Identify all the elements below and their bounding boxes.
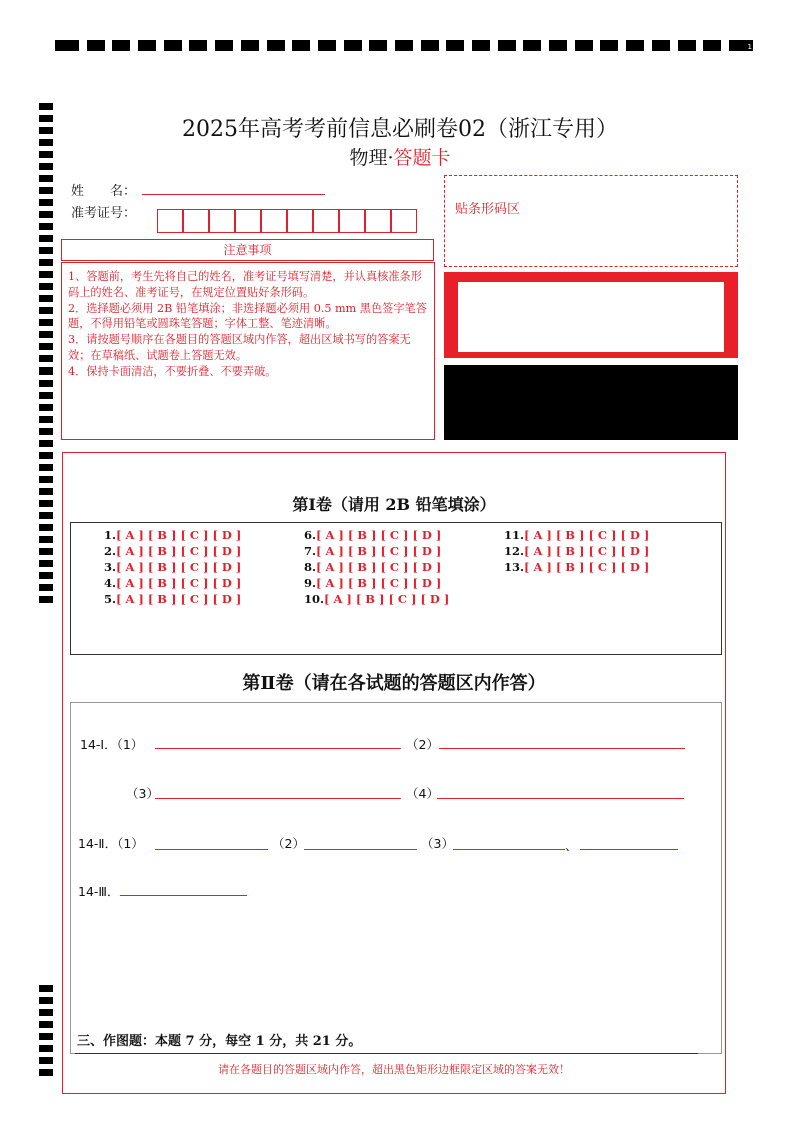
notice-item: 2．选择题必须用 2B 铅笔填涂；非选择题必须用 0.5 mm 黑色签字笔答题，不得用铅笔或圆珠笔答题；字体工整、笔迹清晰。 (68, 301, 427, 331)
id-digit-box[interactable] (235, 209, 261, 233)
subject-label: 物理· (349, 147, 394, 169)
question-number: 13. (504, 560, 525, 574)
barcode-area (444, 175, 738, 267)
option-bubbles[interactable]: [ A ] [ B ] [ C ] [ D ] (316, 560, 442, 574)
written-answer-box (70, 702, 722, 1054)
question-number: 8. (304, 560, 317, 574)
notice-item: 1、答题前，考生先将自己的姓名，准考证号填写清楚，并认真核准条形码上的姓名、准考证号，在规定位置贴好条形码。 (68, 270, 422, 299)
notice-title: 注意事项 (61, 239, 434, 261)
answer-line[interactable] (437, 798, 684, 799)
section1-title: 第Ⅰ卷（请用 2B 铅笔填涂） (292, 495, 496, 514)
absent-mark-box (458, 282, 724, 352)
question-number: 7. (304, 544, 317, 558)
q14-2-2-label: （2） (272, 836, 305, 851)
page-number: 1 (747, 43, 752, 51)
option-bubbles[interactable]: [ A ] [ B ] [ C ] [ D ] (116, 576, 242, 590)
option-bubbles[interactable]: [ A ] [ B ] [ C ] [ D ] (524, 528, 650, 542)
option-bubbles[interactable]: [ A ] [ B ] [ C ] [ D ] (324, 592, 450, 606)
answer-line[interactable] (120, 895, 247, 896)
choice-question[interactable] (304, 560, 441, 574)
question-number: 5. (104, 592, 117, 606)
option-bubbles[interactable]: [ A ] [ B ] [ C ] [ D ] (116, 544, 242, 558)
section3-divider (75, 1053, 698, 1054)
notice-item: 4．保持卡面清洁，不要折叠、不要弄破。 (68, 364, 277, 378)
timing-marks-left-lower (39, 985, 53, 1081)
choice-question[interactable] (504, 560, 649, 574)
black-block (444, 365, 738, 440)
id-digit-box[interactable] (209, 209, 235, 233)
q14-3-label: 14-Ⅲ． (78, 884, 120, 899)
option-bubbles[interactable]: [ A ] [ B ] [ C ] [ D ] (116, 560, 242, 574)
q14-2-label: 14-Ⅱ．（1） (78, 836, 144, 851)
exam-title: 2025年高考考前信息必刷卷02（浙江专用） (182, 117, 618, 142)
answer-line[interactable] (453, 849, 565, 850)
id-digit-box[interactable] (339, 209, 365, 233)
question-number: 2. (104, 544, 117, 558)
answer-line[interactable] (155, 748, 401, 749)
question-number: 9. (304, 576, 317, 590)
q14-1-3-label: （3） (126, 786, 159, 801)
option-bubbles[interactable]: [ A ] [ B ] [ C ] [ D ] (316, 576, 442, 590)
q14-1-4-label: （4） (406, 786, 439, 801)
answer-line[interactable] (439, 748, 685, 749)
answer-line[interactable] (580, 849, 678, 850)
q14-2-separator: 、 (565, 838, 578, 853)
section2-title: 第Ⅱ卷（请在各试题的答题区内作答） (242, 673, 546, 694)
option-bubbles[interactable]: [ A ] [ B ] [ C ] [ D ] (116, 592, 242, 606)
choice-question[interactable] (504, 528, 649, 542)
notice-item: 3．请按题号顺序在各题目的答题区域内作答，超出区域书写的答案无效；在草稿纸、试题卷上答题无效。 (68, 333, 411, 362)
timing-marks-top (55, 40, 753, 51)
question-number: 12. (504, 544, 525, 558)
answer-line[interactable] (155, 798, 401, 799)
exam-subtitle (0, 143, 800, 170)
option-bubbles[interactable]: [ A ] [ B ] [ C ] [ D ] (524, 544, 650, 558)
q14-1-2-label: （2） (406, 737, 439, 752)
barcode-label: 贴条形码区 (455, 202, 521, 217)
question-number: 1. (104, 528, 117, 542)
option-bubbles[interactable]: [ A ] [ B ] [ C ] [ D ] (316, 528, 442, 542)
id-label: 准考证号： (71, 206, 137, 221)
question-number: 6. (304, 528, 317, 542)
answer-line[interactable] (155, 849, 268, 850)
id-digit-box[interactable] (157, 209, 183, 233)
name-field[interactable] (142, 194, 325, 195)
section3-title: 三、作图题：本题 7 分，每空 1 分，共 21 分。 (77, 1034, 362, 1049)
id-digit-box[interactable] (313, 209, 339, 233)
choice-question[interactable] (104, 592, 241, 606)
id-digit-box[interactable] (365, 209, 391, 233)
option-bubbles[interactable]: [ A ] [ B ] [ C ] [ D ] (524, 560, 650, 574)
question-number: 10. (304, 592, 325, 606)
question-number: 11. (504, 528, 525, 542)
choice-question[interactable] (104, 576, 241, 590)
name-label: 姓 名： (71, 184, 137, 199)
notice-box (61, 262, 435, 440)
option-bubbles[interactable]: [ A ] [ B ] [ C ] [ D ] (316, 544, 442, 558)
exam-id-boxes[interactable] (157, 209, 417, 233)
choice-question[interactable] (304, 544, 441, 558)
choice-question[interactable] (504, 544, 649, 558)
question-number: 3. (104, 560, 117, 574)
id-digit-box[interactable] (287, 209, 313, 233)
id-digit-box[interactable] (391, 209, 417, 233)
q14-2-3-label: （3） (421, 836, 454, 851)
choice-question[interactable] (104, 528, 241, 542)
question-number: 4. (104, 576, 117, 590)
choice-question[interactable] (304, 528, 441, 542)
choice-question[interactable] (304, 592, 449, 606)
answer-line[interactable] (304, 849, 417, 850)
q14-1-label: 14-Ⅰ．（1） (80, 737, 144, 752)
option-bubbles[interactable]: [ A ] [ B ] [ C ] [ D ] (116, 528, 242, 542)
id-digit-box[interactable] (261, 209, 287, 233)
id-digit-box[interactable] (183, 209, 209, 233)
choice-question[interactable] (104, 544, 241, 558)
footer-warning: 请在各题目的答题区域内作答，超出黑色矩形边框限定区域的答案无效！ (218, 1063, 570, 1076)
answer-card-label: 答题卡 (393, 147, 451, 169)
timing-marks-left-middle (39, 368, 53, 608)
choice-question[interactable] (104, 560, 241, 574)
choice-question[interactable] (304, 576, 441, 590)
